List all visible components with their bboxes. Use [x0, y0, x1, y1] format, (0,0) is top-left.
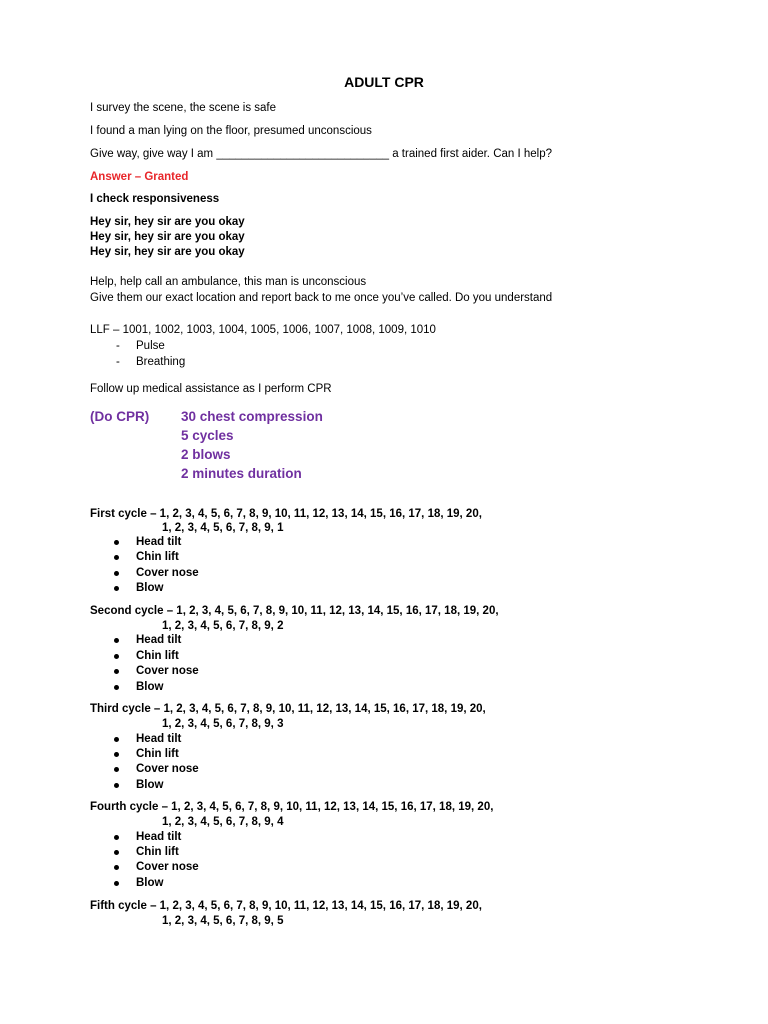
hey-line: Hey sir, hey sir are you okay — [90, 231, 245, 243]
bullet-icon — [114, 571, 119, 576]
help-line: Give them our exact location and report back to me once you’ve called. Do you understand — [90, 292, 553, 304]
do-cpr-item: 5 cycles — [181, 428, 234, 443]
cycle-continuation: 1, 2, 3, 4, 5, 6, 7, 8, 9, 4 — [162, 816, 284, 828]
bullet-icon — [114, 586, 119, 591]
check-line: I check responsiveness — [90, 193, 220, 205]
cycle-step: Chin lift — [136, 846, 179, 858]
bullet-icon — [114, 835, 119, 840]
answer-line: Answer – Granted — [90, 171, 189, 183]
bullet-icon — [114, 638, 119, 643]
intro-line: I survey the scene, the scene is safe — [90, 102, 277, 114]
cycle-step: Blow — [136, 681, 164, 693]
bullet-icon — [114, 669, 119, 674]
cycle-step: Head tilt — [136, 536, 182, 548]
llf-item: Breathing — [136, 356, 186, 368]
do-cpr-item: 2 blows — [181, 447, 231, 462]
cycle-step: Cover nose — [136, 861, 199, 873]
do-cpr-label: (Do CPR) — [90, 409, 150, 424]
cycle-line: First cycle – 1, 2, 3, 4, 5, 6, 7, 8, 9, 10, 11, 12, 13, 14, 15, 16, 17, 18, 19, 20, — [90, 508, 482, 520]
cycle-continuation: 1, 2, 3, 4, 5, 6, 7, 8, 9, 3 — [162, 718, 284, 730]
bullet-icon — [114, 540, 119, 545]
do-cpr-item: 30 chest compression — [181, 409, 323, 424]
page-title: ADULT CPR — [344, 74, 424, 90]
cycle-step: Chin lift — [136, 748, 179, 760]
followup-line: Follow up medical assistance as I perform CPR — [90, 383, 332, 395]
bullet-icon — [114, 752, 119, 757]
cycle-step: Chin lift — [136, 650, 179, 662]
cycle-step: Head tilt — [136, 733, 182, 745]
bullet-icon — [114, 783, 119, 788]
cycle-line: Second cycle – 1, 2, 3, 4, 5, 6, 7, 8, 9, 10, 11, 12, 13, 14, 15, 16, 17, 18, 19, 20, — [90, 605, 499, 617]
hey-line: Hey sir, hey sir are you okay — [90, 216, 245, 228]
cycle-step: Cover nose — [136, 567, 199, 579]
cycle-continuation: 1, 2, 3, 4, 5, 6, 7, 8, 9, 5 — [162, 915, 284, 927]
llf-line: LLF – 1001, 1002, 1003, 1004, 1005, 1006, 1007, 1008, 1009, 1010 — [90, 324, 436, 336]
dash-marker: - — [116, 340, 120, 352]
cycle-step: Blow — [136, 779, 164, 791]
cycle-line: Fourth cycle – 1, 2, 3, 4, 5, 6, 7, 8, 9, 10, 11, 12, 13, 14, 15, 16, 17, 18, 19, 20, — [90, 801, 494, 813]
cycle-step: Head tilt — [136, 634, 182, 646]
dash-marker: - — [116, 356, 120, 368]
bullet-icon — [114, 685, 119, 690]
do-cpr-item: 2 minutes duration — [181, 466, 302, 481]
bullet-icon — [114, 881, 119, 886]
hey-line: Hey sir, hey sir are you okay — [90, 246, 245, 258]
help-line: Help, help call an ambulance, this man is unconscious — [90, 276, 367, 288]
cycle-continuation: 1, 2, 3, 4, 5, 6, 7, 8, 9, 2 — [162, 620, 284, 632]
cycle-step: Cover nose — [136, 763, 199, 775]
bullet-icon — [114, 654, 119, 659]
cycle-line: Third cycle – 1, 2, 3, 4, 5, 6, 7, 8, 9, 10, 11, 12, 13, 14, 15, 16, 17, 18, 19, 20, — [90, 703, 486, 715]
bullet-icon — [114, 850, 119, 855]
cycle-line: Fifth cycle – 1, 2, 3, 4, 5, 6, 7, 8, 9, 10, 11, 12, 13, 14, 15, 16, 17, 18, 19, 20, — [90, 900, 482, 912]
cycle-continuation: 1, 2, 3, 4, 5, 6, 7, 8, 9, 1 — [162, 522, 284, 534]
bullet-icon — [114, 767, 119, 772]
intro-line: Give way, give way I am ___________________________ a trained first aider. Can I help? — [90, 148, 553, 160]
cycle-step: Chin lift — [136, 551, 179, 563]
llf-item: Pulse — [136, 340, 165, 352]
cycle-step: Blow — [136, 877, 164, 889]
cycle-step: Head tilt — [136, 831, 182, 843]
intro-line: I found a man lying on the floor, presumed unconscious — [90, 125, 372, 137]
bullet-icon — [114, 555, 119, 560]
cycle-step: Blow — [136, 582, 164, 594]
bullet-icon — [114, 865, 119, 870]
bullet-icon — [114, 737, 119, 742]
cycle-step: Cover nose — [136, 665, 199, 677]
